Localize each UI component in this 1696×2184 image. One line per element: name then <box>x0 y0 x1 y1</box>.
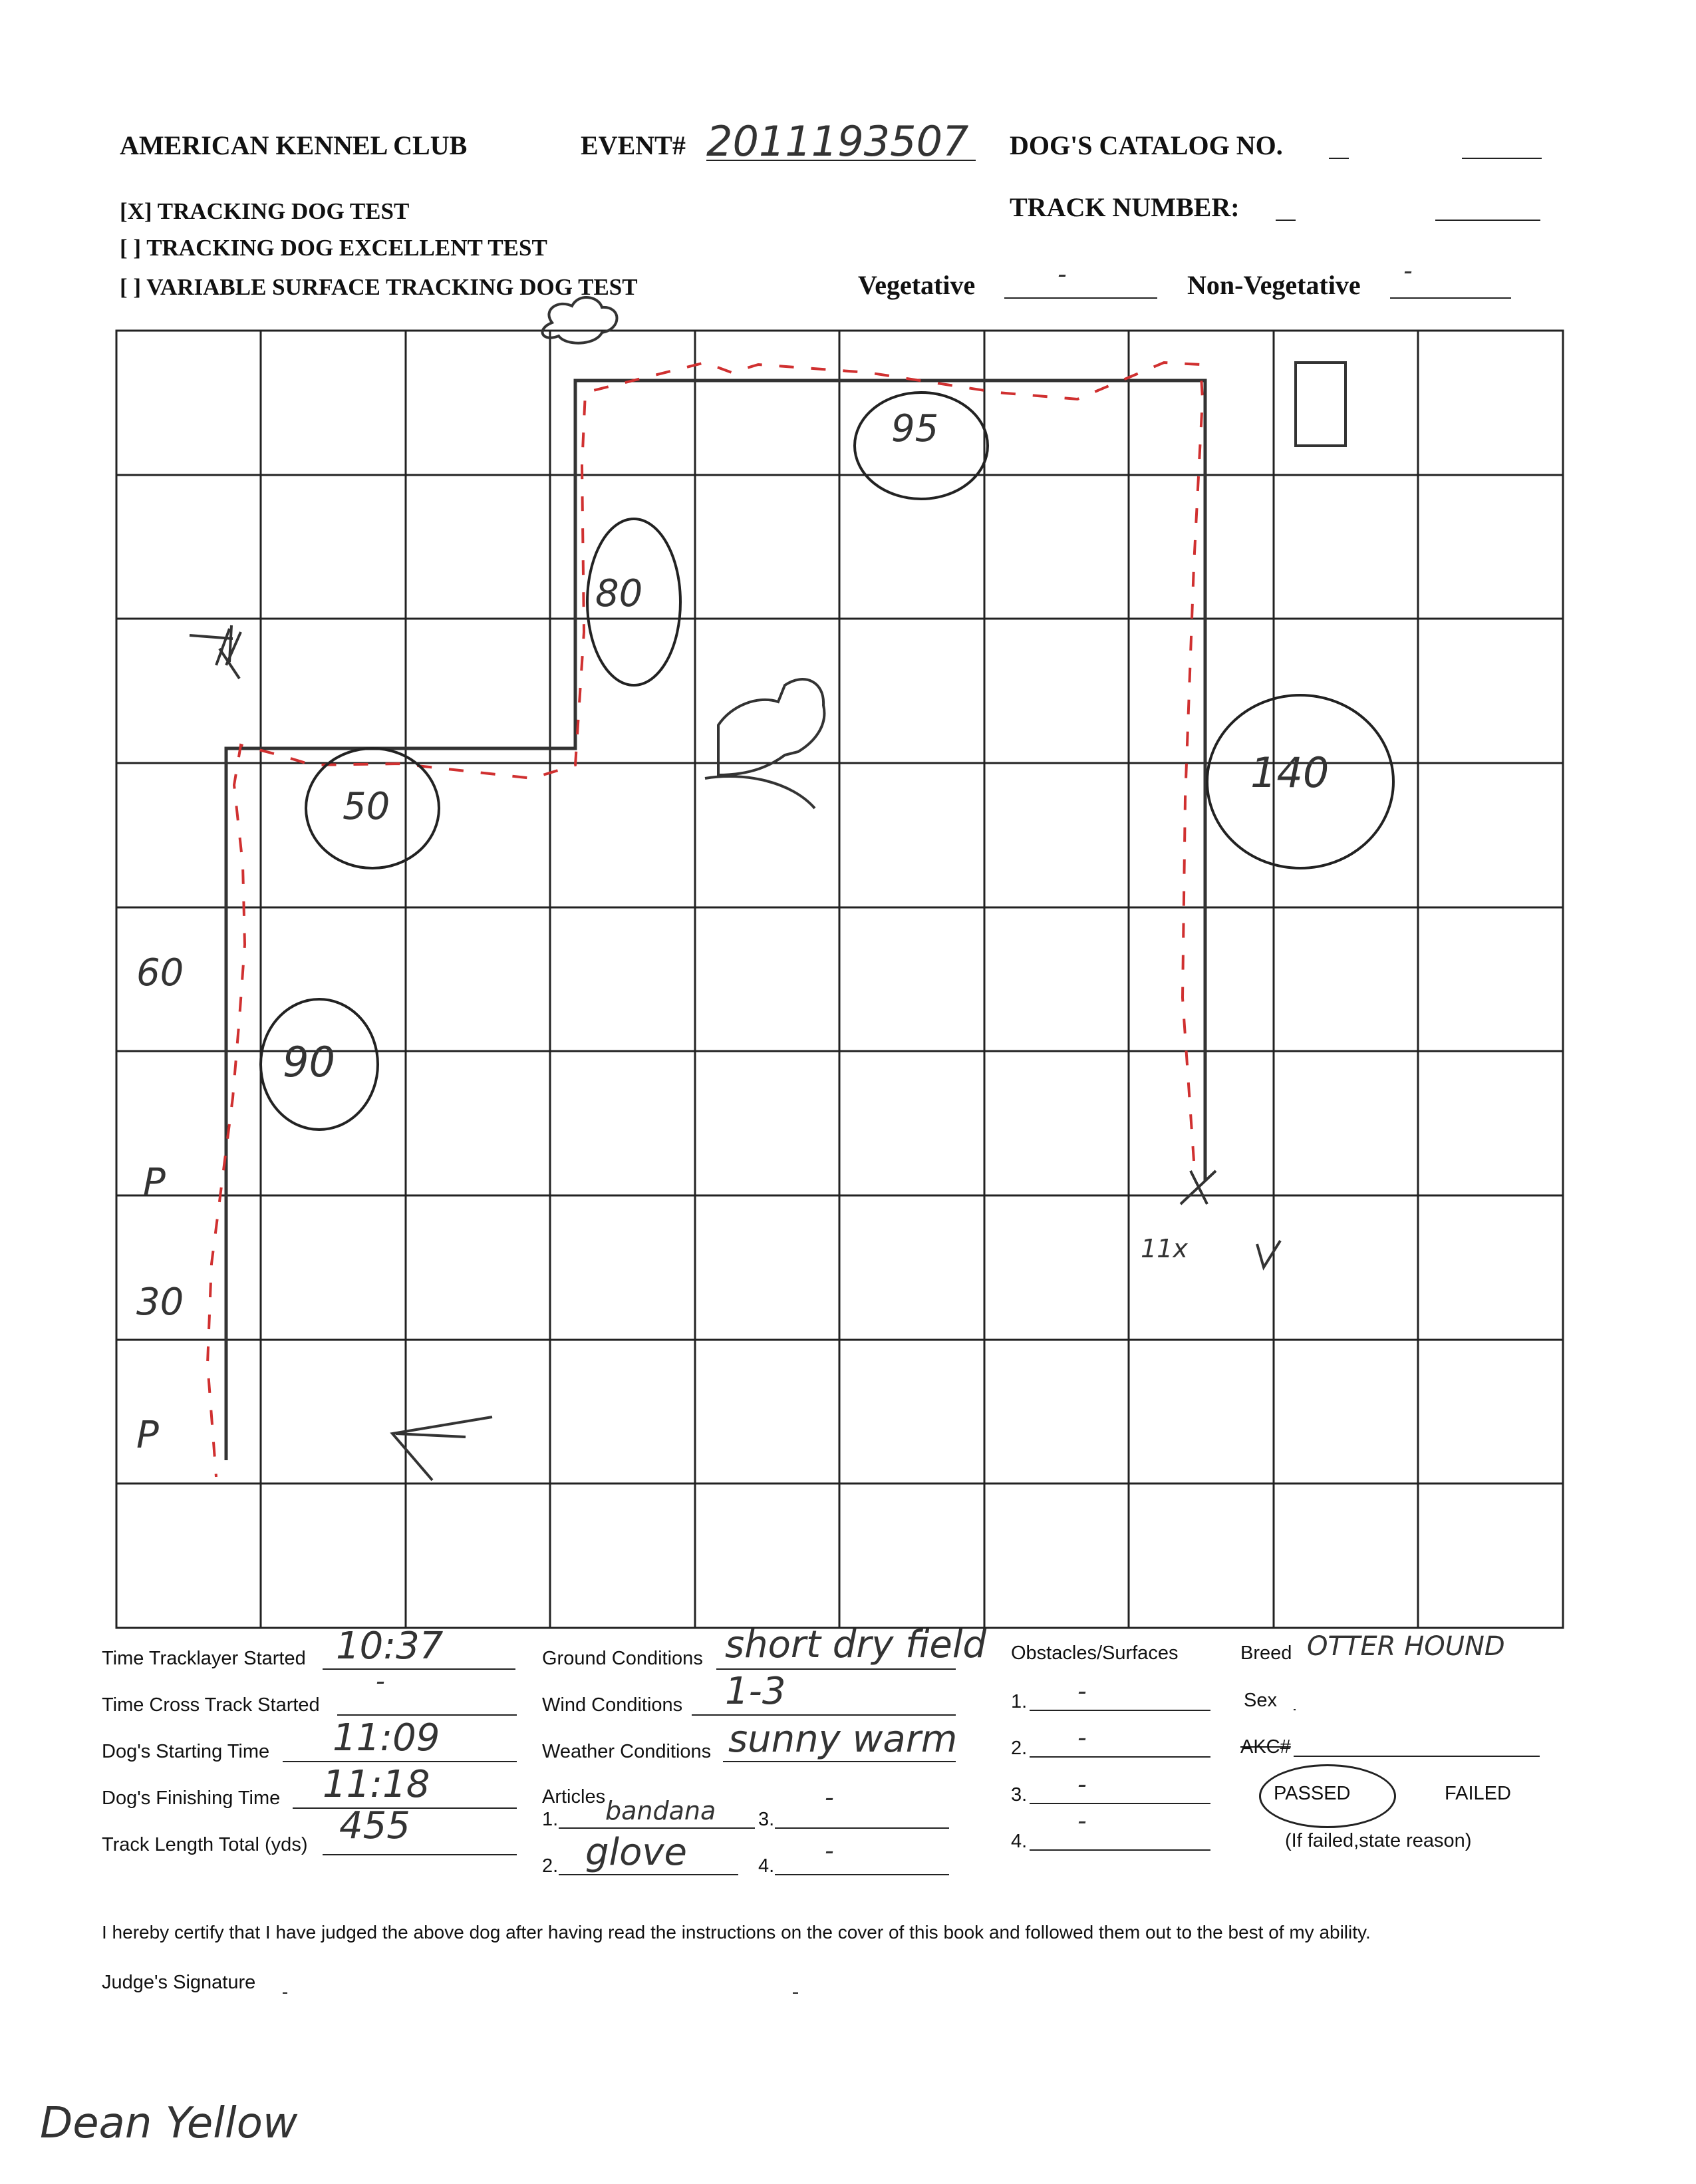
wind-conditions-line[interactable] <box>692 1714 956 1716</box>
ground-conditions-label: Ground Conditions <box>542 1648 703 1669</box>
obstacle-4-value: - <box>1077 1806 1087 1835</box>
weather-conditions-label: Weather Conditions <box>542 1741 712 1762</box>
article-1-value: bandana <box>605 1796 716 1825</box>
arrow-mark-icon <box>392 1417 492 1480</box>
dog-path-line <box>208 363 1202 1477</box>
article-1-line[interactable] <box>559 1827 755 1829</box>
footer-handwritten-note: Dean Yellow <box>40 2099 298 2148</box>
obstacle-1-line[interactable] <box>1030 1710 1210 1711</box>
rock-landmark-icon <box>705 679 824 808</box>
passed-circle-mark <box>1259 1764 1396 1828</box>
tracklayer-started-value: 10:37 <box>336 1625 444 1668</box>
cross-track-started-label: Time Cross Track Started <box>102 1694 320 1716</box>
margin-note-p1: P <box>143 1161 166 1204</box>
starting-time-value: 11:09 <box>333 1716 440 1760</box>
breed-value: OTTER HOUND <box>1307 1631 1505 1662</box>
leg-label-140: 140 <box>1250 748 1330 797</box>
option-checkbox-1[interactable]: [X] <box>120 198 152 224</box>
track-number-label: TRACK NUMBER: <box>1010 192 1240 222</box>
option-label-3: VARIABLE SURFACE TRACKING DOG TEST <box>146 274 638 300</box>
failed-note: (If failed,state reason) <box>1285 1830 1472 1851</box>
finishing-time-label: Dog's Finishing Time <box>102 1788 281 1809</box>
margin-note-30: 30 <box>136 1281 184 1324</box>
ground-conditions-value: short dry field <box>725 1623 986 1666</box>
article-3-value: - <box>825 1783 834 1812</box>
certification-statement: I hereby certify that I have judged the above dog after having read the instructions on the cover of this book and followed them out to the best of my ability. <box>102 1922 1371 1943</box>
option-checkbox-3[interactable]: [ ] <box>120 274 142 300</box>
wind-conditions-label: Wind Conditions <box>542 1694 683 1716</box>
map-grid <box>116 331 1563 1628</box>
obstacle-4-line[interactable] <box>1030 1849 1210 1851</box>
non-vegetative-value: - <box>1403 256 1413 285</box>
finishing-time-value: 11:18 <box>323 1763 430 1806</box>
non-vegetative-label: Non-Vegetative <box>1187 270 1361 300</box>
obstacle-2-value: - <box>1077 1723 1087 1752</box>
signature-redaction <box>287 1946 793 2018</box>
vegetative-label: Vegetative <box>858 270 976 300</box>
owner-redaction <box>1296 1676 1608 1753</box>
akc-line[interactable] <box>1294 1756 1540 1757</box>
leg-label-90: 90 <box>283 1038 335 1086</box>
cross-track-started-value: - <box>376 1666 385 1696</box>
vegetative-value: - <box>1058 259 1067 289</box>
cross-track-started-line[interactable] <box>337 1714 517 1716</box>
option-label-1: TRACKING DOG TEST <box>157 198 410 224</box>
catalog-label: DOG'S CATALOG NO. <box>1010 130 1283 160</box>
leg-label-50: 50 <box>343 785 390 828</box>
tracklayer-started-label: Time Tracklayer Started <box>102 1648 306 1669</box>
article-2-value: glove <box>585 1831 687 1874</box>
article-4-value: - <box>825 1836 834 1865</box>
tracklayer-started-line[interactable] <box>323 1668 515 1670</box>
article-2-line[interactable] <box>559 1874 738 1875</box>
obstacle-4-num: 4. <box>1011 1831 1028 1852</box>
wind-conditions-value: 1-3 <box>725 1670 786 1713</box>
passed-label[interactable]: PASSED <box>1274 1783 1351 1804</box>
leg-label-80: 80 <box>595 572 643 615</box>
obstacle-3-num: 3. <box>1011 1784 1028 1805</box>
event-number[interactable]: 2011193507 <box>706 117 969 166</box>
obstacle-1-num: 1. <box>1011 1691 1028 1712</box>
akc-label: AKC# <box>1240 1736 1291 1758</box>
start-note: 11x <box>1141 1234 1188 1263</box>
track-length-line[interactable] <box>323 1854 517 1855</box>
article-3-line[interactable] <box>775 1827 949 1829</box>
planned-track-line <box>226 381 1205 1460</box>
article-4-line[interactable] <box>775 1874 949 1875</box>
obstacle-3-line[interactable] <box>1030 1803 1210 1804</box>
plant-landmark-icon <box>190 625 241 679</box>
obstacles-label: Obstacles/Surfaces <box>1011 1642 1179 1664</box>
articles-label: Articles <box>542 1786 606 1807</box>
obstacle-2-num: 2. <box>1011 1738 1028 1759</box>
weather-conditions-value: sunny warm <box>728 1718 958 1761</box>
weather-conditions-line[interactable] <box>723 1761 956 1762</box>
option-label-2: TRACKING DOG EXCELLENT TEST <box>146 235 547 261</box>
starting-time-line[interactable] <box>283 1761 517 1762</box>
track-length-label: Track Length Total (yds) <box>102 1834 308 1855</box>
leg-label-95: 95 <box>891 407 939 450</box>
event-label: EVENT# <box>581 130 686 160</box>
club-name: AMERICAN KENNEL CLUB <box>120 130 468 160</box>
article-1-num: 1. <box>542 1809 559 1830</box>
margin-note-p2: P <box>136 1414 159 1457</box>
sex-label: Sex <box>1244 1690 1277 1711</box>
obstacle-1-value: - <box>1077 1676 1087 1706</box>
option-checkbox-2[interactable]: [ ] <box>120 235 142 261</box>
building-landmark-icon <box>1296 363 1345 446</box>
starting-time-label: Dog's Starting Time <box>102 1741 270 1762</box>
article-4-num: 4. <box>758 1855 775 1877</box>
breed-label: Breed <box>1240 1642 1292 1664</box>
track-length-value: 455 <box>339 1804 410 1847</box>
article-2-num: 2. <box>542 1855 559 1877</box>
tree-landmark-icon <box>543 297 617 343</box>
margin-note-60: 60 <box>136 951 184 995</box>
start-flag-icon <box>1181 1171 1280 1267</box>
obstacle-3-value: - <box>1077 1770 1087 1799</box>
article-3-num: 3. <box>758 1809 775 1830</box>
signature-label: Judge's Signature <box>102 1972 256 1993</box>
failed-label[interactable]: FAILED <box>1445 1783 1511 1804</box>
obstacle-2-line[interactable] <box>1030 1756 1210 1758</box>
